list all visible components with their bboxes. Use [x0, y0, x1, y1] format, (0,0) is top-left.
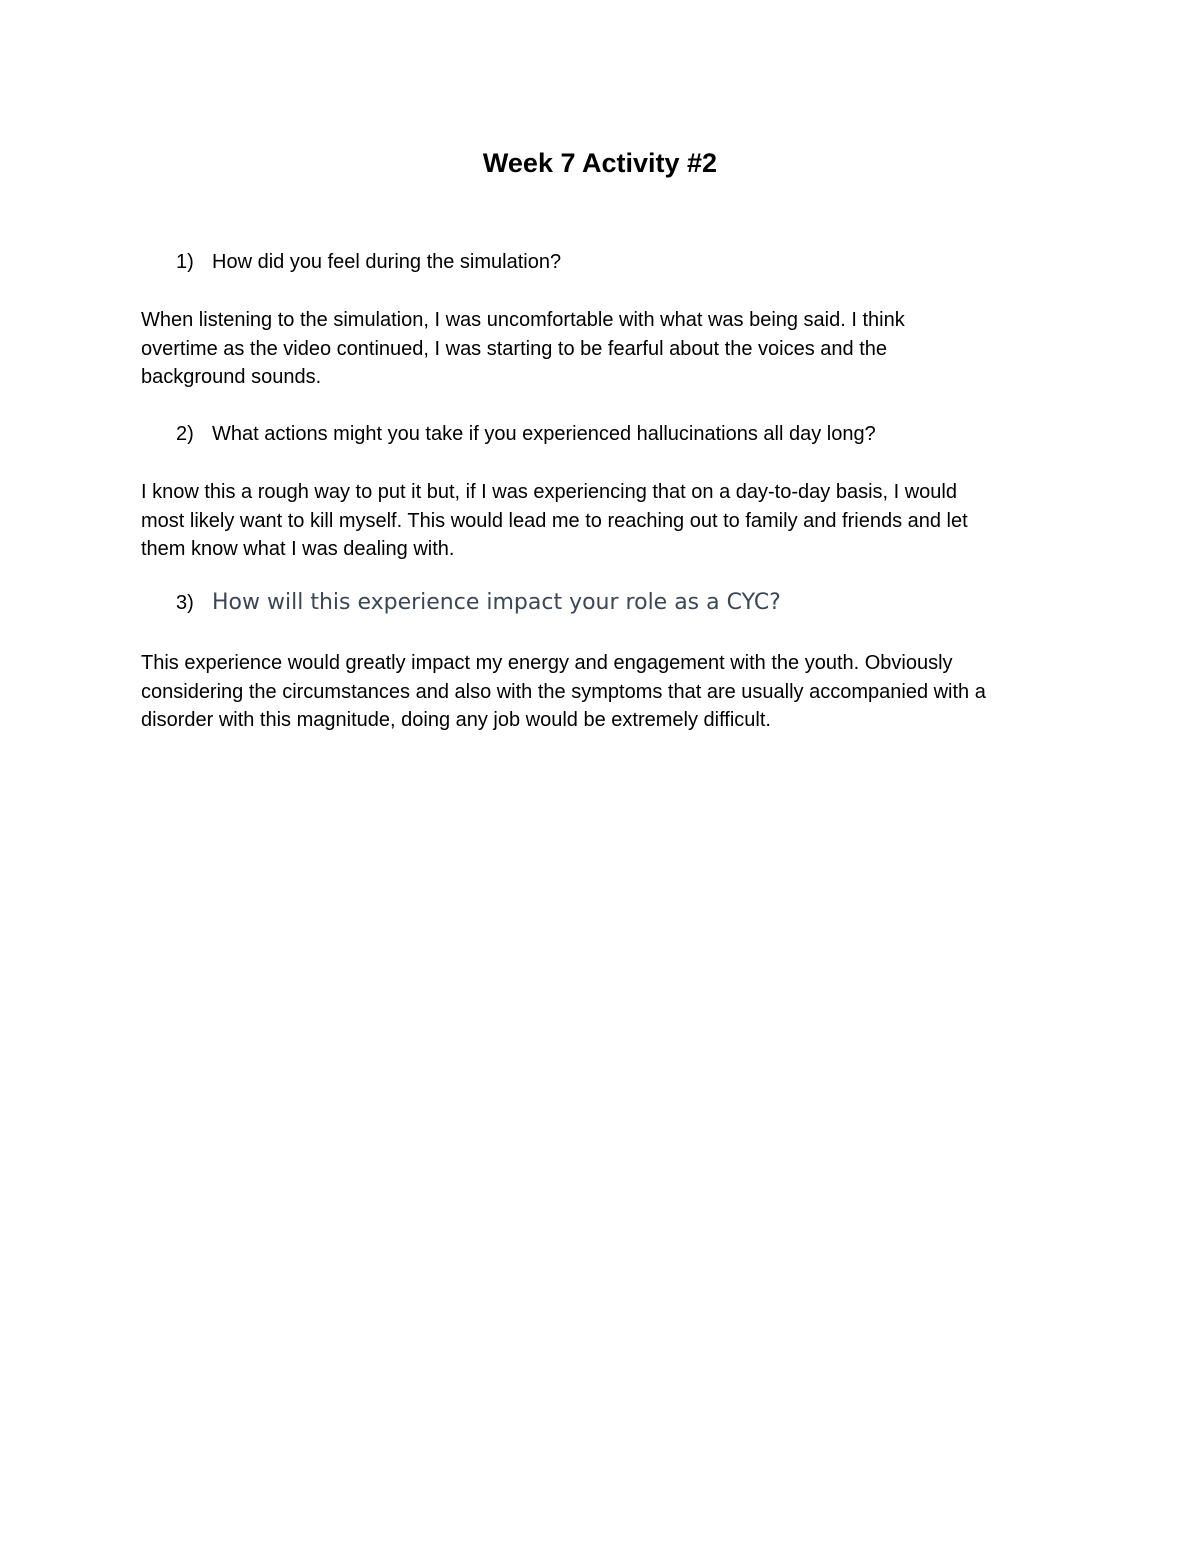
answer-1-line-3: background sounds.	[141, 366, 322, 388]
answer-3	[141, 649, 1061, 735]
answer-2-line-2: most likely want to kill myself. This would lead me to reaching out to family and friends and let	[141, 509, 968, 532]
answer-2	[141, 478, 1061, 564]
answer-3-line-1: This experience would greatly impact my energy and engagement with the youth. Obviously	[141, 652, 953, 674]
answer-3-line-2: considering the circumstances and also with the symptoms that are usually accompanied with a	[141, 680, 986, 703]
question-3-text: How will this experience impact your role as a CYC?	[212, 590, 781, 615]
answer-1-line-2: overtime as the video continued, I was starting to be fearful about the voices and the	[141, 337, 888, 360]
answer-1	[141, 306, 1061, 392]
question-1	[176, 248, 1076, 276]
answer-3-line-3: disorder with this magnitude, doing any job would be extremely difficult.	[141, 709, 771, 731]
question-2-text: What actions might you take if you experienced hallucinations all day long?	[212, 423, 876, 445]
question-3-number: 3)	[176, 592, 194, 614]
document-title: Week 7 Activity #2	[482, 148, 718, 178]
question-3	[176, 589, 1076, 617]
question-1-number: 1)	[176, 251, 194, 273]
answer-2-line-3: them know what I was dealing with.	[141, 538, 455, 560]
question-2	[176, 420, 1076, 448]
answer-2-line-1: I know this a rough way to put it but, if I was experiencing that on a day-to-day basis, I would	[141, 481, 957, 503]
question-1-text: How did you feel during the simulation?	[212, 251, 562, 273]
question-2-number: 2)	[176, 423, 194, 445]
answer-1-line-1: When listening to the simulation, I was uncomfortable with what was being said. I think	[141, 309, 905, 331]
